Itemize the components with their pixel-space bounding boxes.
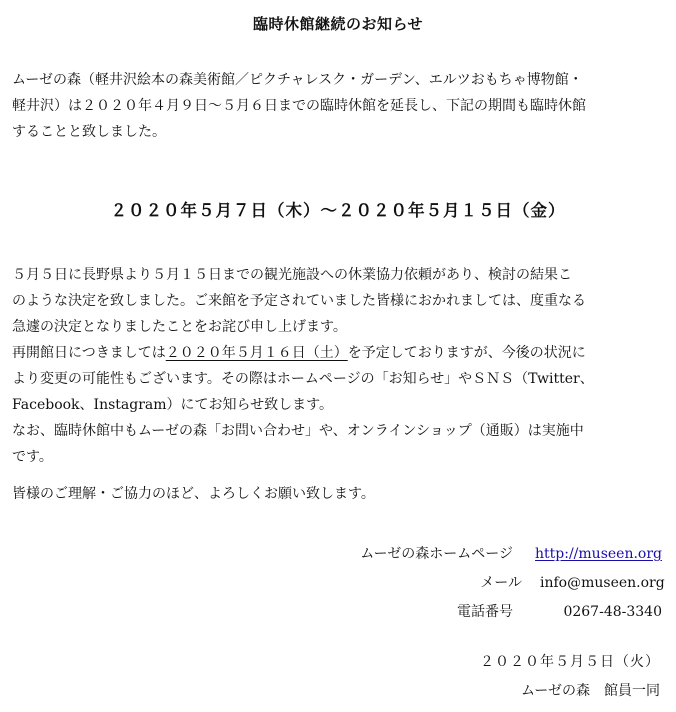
body-line: です。 bbox=[12, 449, 53, 465]
reopen-line bbox=[12, 340, 594, 366]
homepage-row bbox=[360, 540, 662, 569]
signature-org: ムーゼの森 館員一同 bbox=[520, 683, 660, 699]
mail-row bbox=[360, 569, 665, 598]
intro-paragraph bbox=[12, 67, 586, 145]
phone-row bbox=[360, 598, 662, 627]
phone-label: 電話番号 bbox=[457, 604, 513, 620]
reopen-line-prefix: 再開館日につきましては bbox=[12, 345, 166, 361]
reopen-date: ２０２０年５月１６日（土） bbox=[165, 345, 348, 361]
mail-value: info@museen.org bbox=[540, 575, 665, 591]
homepage-link[interactable]: http://museen.org bbox=[535, 546, 662, 562]
intro-line: ムーゼの森（軽井沢絵本の森美術館／ピクチャレスク・ガーデン、エルツおもちゃ博物館・ bbox=[12, 72, 583, 88]
closing-line: 皆様のご理解・ご協力のほど、よろしくお願い致します。 bbox=[12, 486, 375, 502]
body-line: Facebook、Instagram）にてお知らせ致します。 bbox=[12, 397, 333, 413]
body-line: なお、臨時休館中もムーゼの森「お問い合わせ」や、オンラインショップ（通販）は実施中 bbox=[12, 423, 584, 439]
reopen-line-suffix: を予定しておりますが、今後の状況に bbox=[347, 345, 586, 361]
intro-line: することと致しました。 bbox=[12, 124, 166, 140]
closure-period: ２０２０年５月７日（木）～２０２０年５月１５日（金） bbox=[110, 201, 566, 220]
intro-line: 軽井沢）は２０２０年４月９日～５月６日までの臨時休館を延長し、下記の期間も臨時休館 bbox=[12, 98, 586, 114]
body-line: より変更の可能性もございます。その際はホームページの「お知らせ」やＳＮＳ（Twitter、 bbox=[12, 371, 594, 387]
homepage-label: ムーゼの森ホームページ bbox=[360, 546, 513, 562]
signature-date: ２０２０年５月５日（火） bbox=[480, 654, 660, 670]
body-paragraph bbox=[12, 262, 594, 470]
body-line: のような決定を致しました。ご来館を予定されていました皆様におかれましては、度重なる bbox=[12, 293, 586, 309]
phone-value: 0267-48-3340 bbox=[563, 604, 662, 620]
homepage-value bbox=[531, 540, 662, 569]
page-title: 臨時休館継続のお知らせ bbox=[252, 15, 424, 33]
body-line: ５月５日に長野県より５月１５日までの観光施設への休業協力依頼があり、検討の結果こ bbox=[12, 267, 572, 283]
contact-block bbox=[360, 540, 665, 627]
mail-label: メール bbox=[480, 575, 522, 591]
body-line: 急遽の決定となりましたことをお詫び申し上げます。 bbox=[12, 319, 347, 335]
